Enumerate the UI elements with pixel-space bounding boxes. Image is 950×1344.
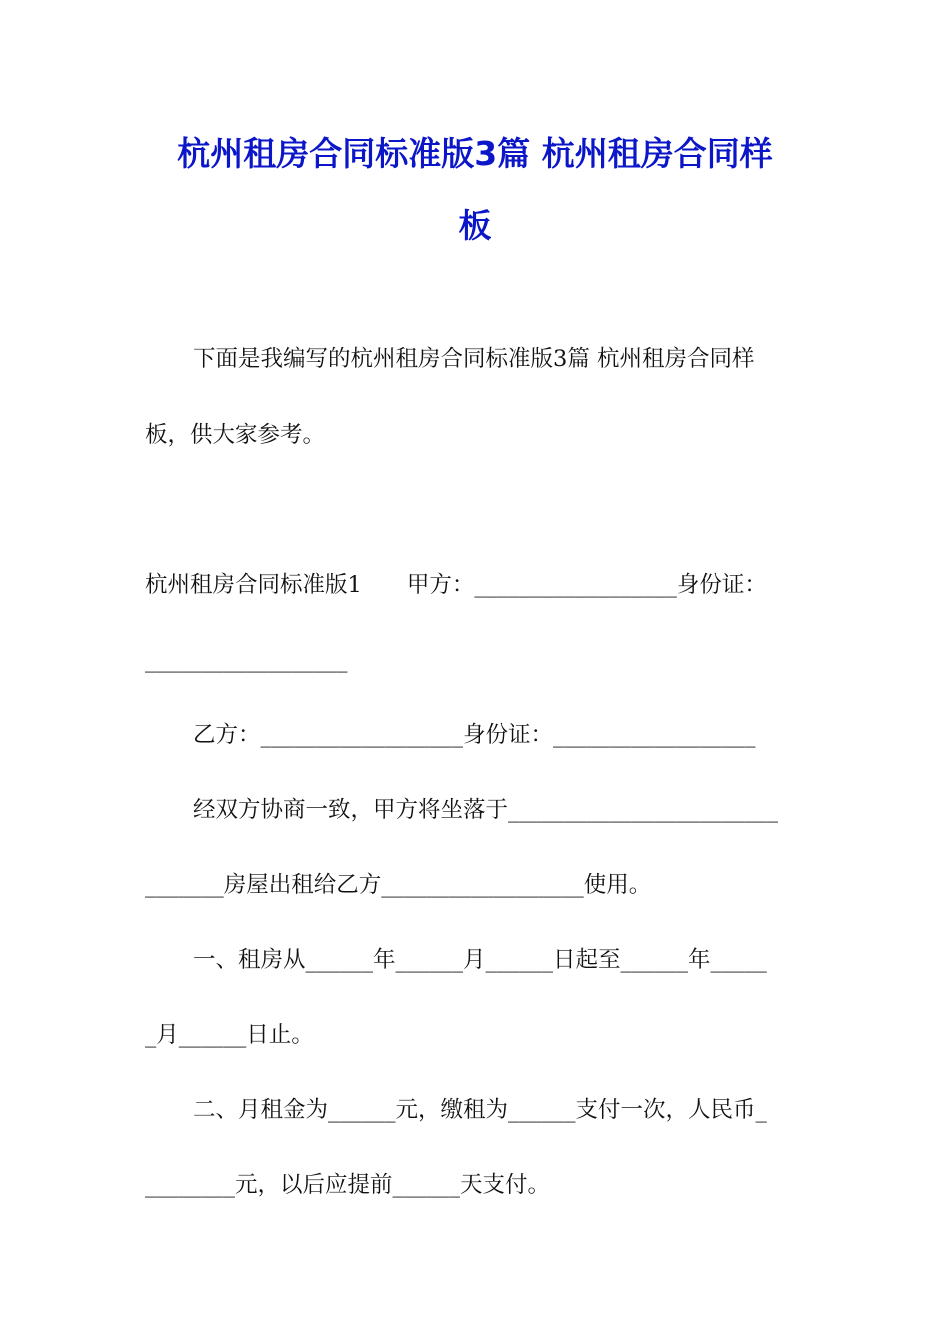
- agreement-line-2: _______房屋出租给乙方__________________使用。: [145, 872, 652, 898]
- intro-paragraph-line-1: 下面是我编写的杭州租房合同标准版3篇 杭州租房合同样: [193, 346, 755, 372]
- clause-2-line-2: ________元，以后应提前______天支付。: [145, 1172, 551, 1198]
- document-title-line-1: 杭州租房合同标准版3篇 杭州租房合同样: [177, 134, 773, 173]
- clause-1-line-1: 一、租房从______年______月______日起至______年_____: [193, 947, 767, 973]
- clause-2-line-1: 二、月租金为______元，缴租为______支付一次，人民币_: [193, 1097, 767, 1123]
- clause-1-line-2: _月______日止。: [145, 1022, 314, 1048]
- document-title-line-2: 板: [458, 206, 492, 245]
- party-b-line: 乙方：__________________身份证：__________________: [193, 722, 756, 748]
- contract-heading-party-a: 杭州租房合同标准版1 甲方：__________________身份证：: [145, 572, 767, 598]
- agreement-line-1: 经双方协商一致，甲方将坐落于________________________: [193, 797, 779, 823]
- party-a-id-blank: __________________: [145, 647, 348, 673]
- intro-paragraph-line-2: 板，供大家参考。: [145, 422, 326, 448]
